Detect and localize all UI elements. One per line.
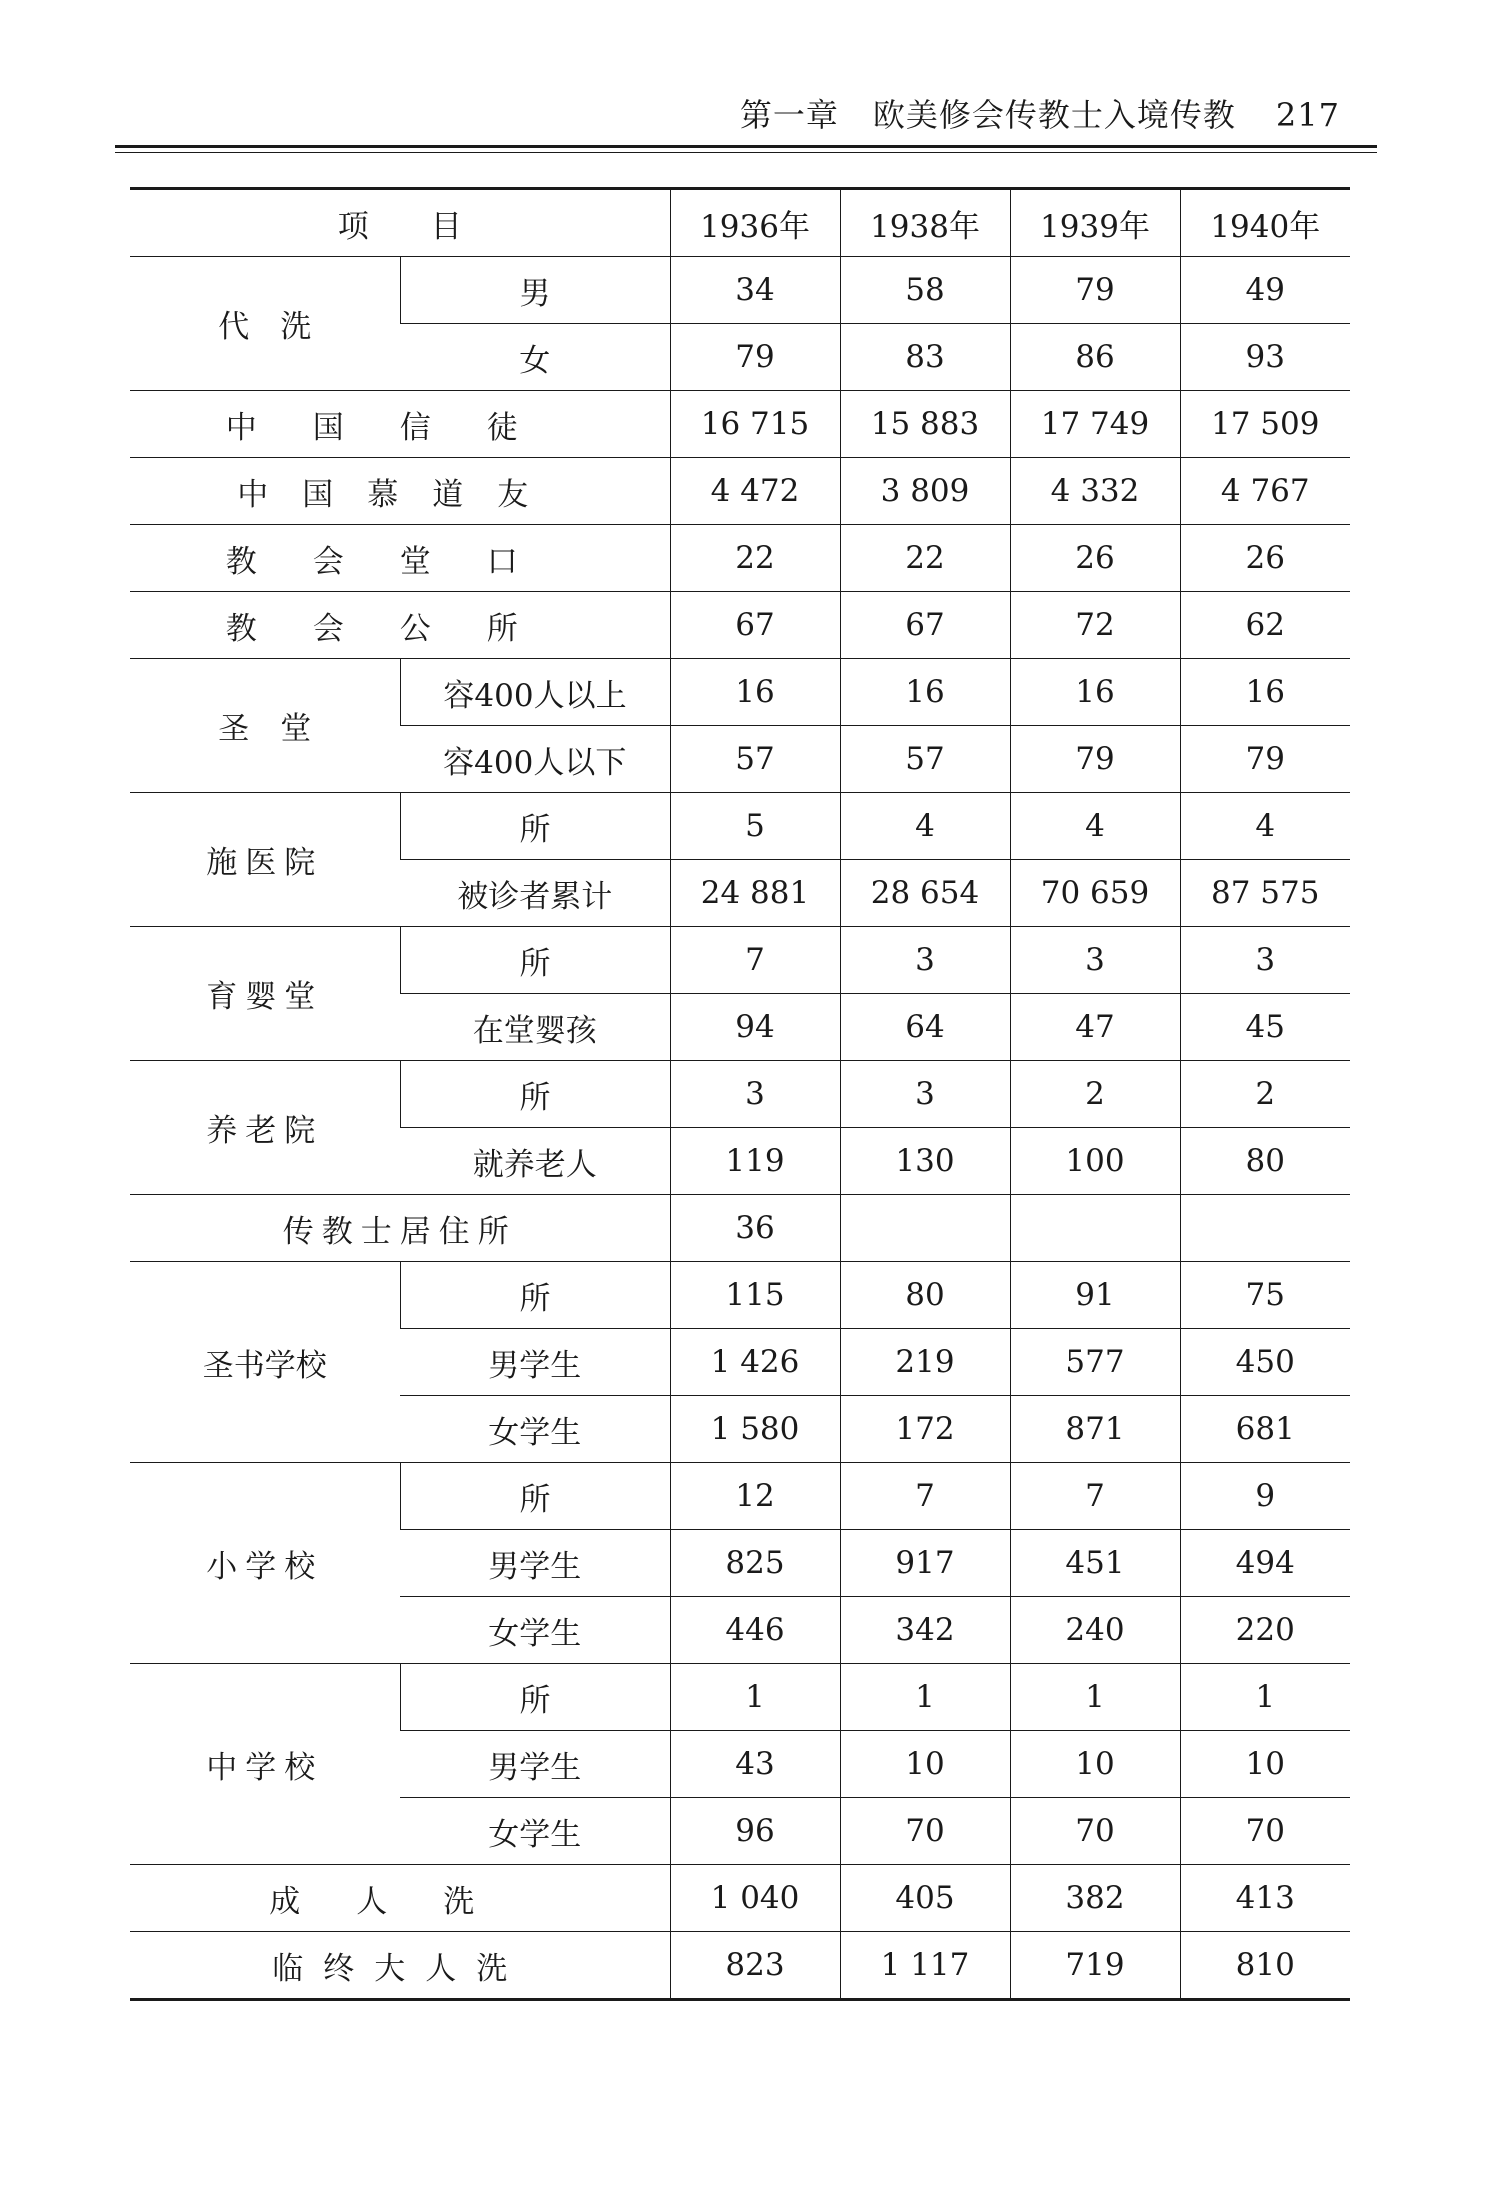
value-cell: 57 bbox=[670, 726, 840, 793]
chapter-label: 第一章 bbox=[739, 96, 839, 134]
value-cell: 10 bbox=[840, 1731, 1010, 1798]
value-cell: 72 bbox=[1010, 592, 1180, 659]
value-cell: 36 bbox=[670, 1195, 840, 1262]
value-cell bbox=[1010, 1195, 1180, 1262]
value-cell: 3 bbox=[670, 1061, 840, 1128]
value-cell: 494 bbox=[1180, 1530, 1350, 1597]
value-cell: 4 472 bbox=[670, 458, 840, 525]
sub-label: 男学生 bbox=[400, 1731, 670, 1798]
value-cell: 446 bbox=[670, 1597, 840, 1664]
running-header bbox=[740, 90, 1340, 136]
sub-label: 女 bbox=[400, 324, 670, 391]
row-label: 中国信徒 bbox=[130, 391, 670, 458]
page-number: 217 bbox=[1275, 96, 1340, 134]
value-cell: 4 bbox=[1010, 793, 1180, 860]
value-cell: 1 bbox=[1180, 1664, 1350, 1731]
value-cell: 172 bbox=[840, 1396, 1010, 1463]
header-year: 1940年 bbox=[1180, 189, 1350, 257]
value-cell: 16 bbox=[840, 659, 1010, 726]
value-cell: 70 bbox=[1010, 1798, 1180, 1865]
value-cell: 100 bbox=[1010, 1128, 1180, 1195]
table-row bbox=[130, 525, 1350, 592]
group-label: 圣书学校 bbox=[130, 1262, 400, 1463]
value-cell: 823 bbox=[670, 1932, 840, 2000]
table-row bbox=[130, 391, 1350, 458]
value-cell: 1 bbox=[840, 1664, 1010, 1731]
value-cell: 45 bbox=[1180, 994, 1350, 1061]
group-label: 圣 堂 bbox=[130, 659, 400, 793]
value-cell: 825 bbox=[670, 1530, 840, 1597]
sub-label: 所 bbox=[400, 1061, 670, 1128]
value-cell: 10 bbox=[1180, 1731, 1350, 1798]
table-row bbox=[130, 927, 1350, 994]
value-cell bbox=[1180, 1195, 1350, 1262]
value-cell: 16 715 bbox=[670, 391, 840, 458]
value-cell: 130 bbox=[840, 1128, 1010, 1195]
value-cell: 2 bbox=[1180, 1061, 1350, 1128]
table-row bbox=[130, 1463, 1350, 1530]
sub-label: 所 bbox=[400, 1262, 670, 1329]
table-row bbox=[130, 1932, 1350, 2000]
value-cell: 4 332 bbox=[1010, 458, 1180, 525]
value-cell bbox=[840, 1195, 1010, 1262]
value-cell: 96 bbox=[670, 1798, 840, 1865]
value-cell: 91 bbox=[1010, 1262, 1180, 1329]
value-cell: 17 509 bbox=[1180, 391, 1350, 458]
value-cell: 58 bbox=[840, 257, 1010, 324]
value-cell: 1 040 bbox=[670, 1865, 840, 1932]
value-cell: 87 575 bbox=[1180, 860, 1350, 927]
sub-label: 女学生 bbox=[400, 1597, 670, 1664]
value-cell: 79 bbox=[1010, 726, 1180, 793]
sub-label: 所 bbox=[400, 1664, 670, 1731]
header-item: 项 目 bbox=[130, 189, 670, 257]
value-cell: 57 bbox=[840, 726, 1010, 793]
table-row bbox=[130, 1262, 1350, 1329]
value-cell: 22 bbox=[670, 525, 840, 592]
value-cell: 15 883 bbox=[840, 391, 1010, 458]
header-year: 1938年 bbox=[840, 189, 1010, 257]
value-cell: 86 bbox=[1010, 324, 1180, 391]
value-cell: 3 809 bbox=[840, 458, 1010, 525]
table-row bbox=[130, 1195, 1350, 1262]
value-cell: 1 580 bbox=[670, 1396, 840, 1463]
value-cell: 79 bbox=[1010, 257, 1180, 324]
value-cell: 43 bbox=[670, 1731, 840, 1798]
table-row bbox=[130, 257, 1350, 324]
value-cell: 22 bbox=[840, 525, 1010, 592]
value-cell: 3 bbox=[1010, 927, 1180, 994]
row-label: 教会公所 bbox=[130, 592, 670, 659]
value-cell: 1 bbox=[1010, 1664, 1180, 1731]
page-header bbox=[115, 90, 1340, 140]
value-cell: 450 bbox=[1180, 1329, 1350, 1396]
value-cell: 719 bbox=[1010, 1932, 1180, 2000]
sub-label: 容400人以下 bbox=[400, 726, 670, 793]
value-cell: 70 659 bbox=[1010, 860, 1180, 927]
value-cell: 1 bbox=[670, 1664, 840, 1731]
table-row bbox=[130, 1664, 1350, 1731]
value-cell: 70 bbox=[840, 1798, 1010, 1865]
value-cell: 3 bbox=[1180, 927, 1350, 994]
value-cell: 451 bbox=[1010, 1530, 1180, 1597]
value-cell: 94 bbox=[670, 994, 840, 1061]
value-cell: 1 426 bbox=[670, 1329, 840, 1396]
value-cell: 26 bbox=[1180, 525, 1350, 592]
statistics-table bbox=[130, 187, 1350, 2001]
row-label: 临终大人洗 bbox=[130, 1932, 670, 2000]
value-cell: 7 bbox=[670, 927, 840, 994]
value-cell: 219 bbox=[840, 1329, 1010, 1396]
sub-label: 所 bbox=[400, 793, 670, 860]
value-cell: 3 bbox=[840, 927, 1010, 994]
group-label: 养老院 bbox=[130, 1061, 400, 1195]
table-header-row bbox=[130, 189, 1350, 257]
value-cell: 342 bbox=[840, 1597, 1010, 1664]
value-cell: 93 bbox=[1180, 324, 1350, 391]
value-cell: 10 bbox=[1010, 1731, 1180, 1798]
value-cell: 28 654 bbox=[840, 860, 1010, 927]
value-cell: 4 767 bbox=[1180, 458, 1350, 525]
sub-label: 在堂婴孩 bbox=[400, 994, 670, 1061]
value-cell: 3 bbox=[840, 1061, 1010, 1128]
sub-label: 男 bbox=[400, 257, 670, 324]
value-cell: 4 bbox=[840, 793, 1010, 860]
value-cell: 47 bbox=[1010, 994, 1180, 1061]
sub-label: 男学生 bbox=[400, 1530, 670, 1597]
sub-label: 男学生 bbox=[400, 1329, 670, 1396]
value-cell: 80 bbox=[1180, 1128, 1350, 1195]
sub-label: 容400人以上 bbox=[400, 659, 670, 726]
row-label: 成人洗 bbox=[130, 1865, 670, 1932]
value-cell: 1 117 bbox=[840, 1932, 1010, 2000]
value-cell: 64 bbox=[840, 994, 1010, 1061]
value-cell: 16 bbox=[1180, 659, 1350, 726]
value-cell: 2 bbox=[1010, 1061, 1180, 1128]
chapter-title: 欧美修会传教士入境传教 bbox=[872, 96, 1236, 134]
group-label: 施医院 bbox=[130, 793, 400, 927]
value-cell: 220 bbox=[1180, 1597, 1350, 1664]
value-cell: 67 bbox=[670, 592, 840, 659]
value-cell: 7 bbox=[840, 1463, 1010, 1530]
row-label: 中国慕道友 bbox=[130, 458, 670, 525]
value-cell: 83 bbox=[840, 324, 1010, 391]
value-cell: 810 bbox=[1180, 1932, 1350, 2000]
value-cell: 681 bbox=[1180, 1396, 1350, 1463]
value-cell: 79 bbox=[670, 324, 840, 391]
table-row bbox=[130, 793, 1350, 860]
value-cell: 26 bbox=[1010, 525, 1180, 592]
header-year: 1936年 bbox=[670, 189, 840, 257]
value-cell: 405 bbox=[840, 1865, 1010, 1932]
value-cell: 119 bbox=[670, 1128, 840, 1195]
group-label: 中学校 bbox=[130, 1664, 400, 1865]
group-label: 代 洗 bbox=[130, 257, 400, 391]
value-cell: 240 bbox=[1010, 1597, 1180, 1664]
row-label: 传教士居住所 bbox=[130, 1195, 670, 1262]
value-cell: 871 bbox=[1010, 1396, 1180, 1463]
value-cell: 75 bbox=[1180, 1262, 1350, 1329]
value-cell: 49 bbox=[1180, 257, 1350, 324]
sub-label: 女学生 bbox=[400, 1396, 670, 1463]
sub-label: 所 bbox=[400, 1463, 670, 1530]
value-cell: 24 881 bbox=[670, 860, 840, 927]
row-label: 教会堂口 bbox=[130, 525, 670, 592]
value-cell: 62 bbox=[1180, 592, 1350, 659]
value-cell: 12 bbox=[670, 1463, 840, 1530]
group-label: 小学校 bbox=[130, 1463, 400, 1664]
value-cell: 34 bbox=[670, 257, 840, 324]
header-rule-thin bbox=[115, 152, 1377, 153]
sub-label: 被诊者累计 bbox=[400, 860, 670, 927]
value-cell: 917 bbox=[840, 1530, 1010, 1597]
sub-label: 女学生 bbox=[400, 1798, 670, 1865]
sub-label: 就养老人 bbox=[400, 1128, 670, 1195]
value-cell: 70 bbox=[1180, 1798, 1350, 1865]
value-cell: 413 bbox=[1180, 1865, 1350, 1932]
table-row bbox=[130, 1865, 1350, 1932]
value-cell: 115 bbox=[670, 1262, 840, 1329]
table-row bbox=[130, 458, 1350, 525]
value-cell: 16 bbox=[1010, 659, 1180, 726]
sub-label: 所 bbox=[400, 927, 670, 994]
value-cell: 4 bbox=[1180, 793, 1350, 860]
table-row bbox=[130, 659, 1350, 726]
value-cell: 577 bbox=[1010, 1329, 1180, 1396]
value-cell: 9 bbox=[1180, 1463, 1350, 1530]
value-cell: 79 bbox=[1180, 726, 1350, 793]
table-row bbox=[130, 1061, 1350, 1128]
value-cell: 5 bbox=[670, 793, 840, 860]
group-label: 育婴堂 bbox=[130, 927, 400, 1061]
header-rule-thick bbox=[115, 145, 1377, 148]
value-cell: 17 749 bbox=[1010, 391, 1180, 458]
table-row bbox=[130, 592, 1350, 659]
value-cell: 382 bbox=[1010, 1865, 1180, 1932]
value-cell: 80 bbox=[840, 1262, 1010, 1329]
value-cell: 7 bbox=[1010, 1463, 1180, 1530]
header-year: 1939年 bbox=[1010, 189, 1180, 257]
value-cell: 67 bbox=[840, 592, 1010, 659]
value-cell: 16 bbox=[670, 659, 840, 726]
